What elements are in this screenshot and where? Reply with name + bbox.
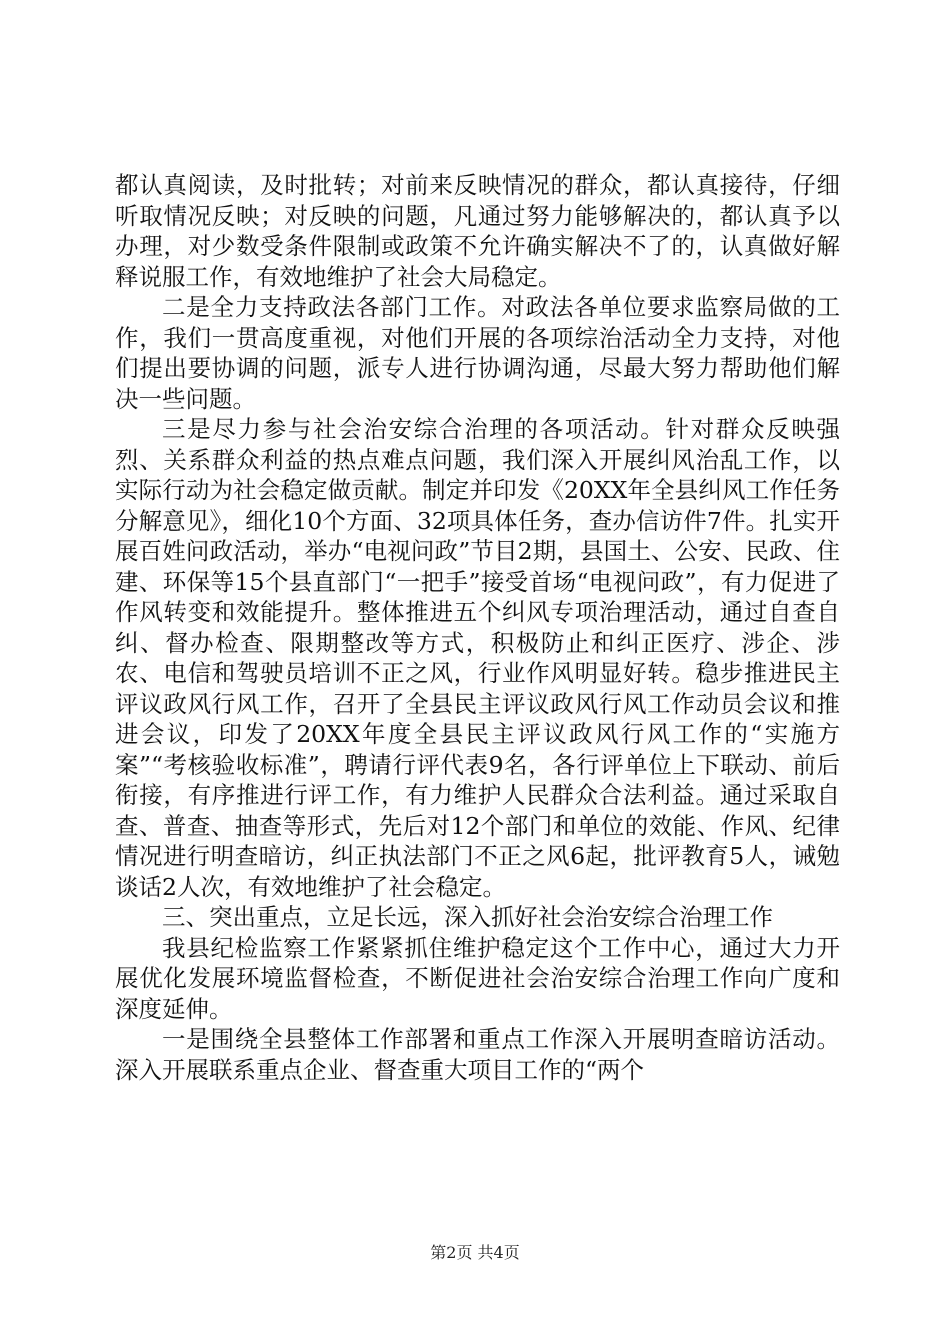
paragraph-1: 都认真阅读，及时批转；对前来反映情况的群众，都认真接待，仔细听取情况反映；对反映的问题，凡通过努力能够解决的，都认真予以办理，对少数受条件限制或政策不允许确实解决不了的，认真做好解释说服工作，有效地维护了社会大局稳定。 (115, 171, 840, 291)
paragraph-2: 二是全力支持政法各部门工作。对政法各单位要求监察局做的工作，我们一贯高度重视，对他们开展的各项综治活动全力支持，对他们提出要协调的问题，派专人进行协调沟通，尽最大努力帮助他们解决一些问题。 (115, 293, 840, 413)
document-body (115, 170, 840, 1085)
paragraph-3: 三是尽力参与社会治安综合治理的各项活动。针对群众反映强烈、关系群众利益的热点难点问题，我们深入开展纠风治乱工作，以实际行动为社会稳定做贡献。制定并印发《20XX年全县纠风工作任务分解意见》，细化10个方面、32项具体任务，查办信访件7件。扎实开展百姓问政活动，举办“电视问政”节目2期，县国土、公安、民政、住建、环保等15个县直部门“一把手”接受首场“电视问政”，有力促进了作风转变和效能提升。整体推进五个纠风专项治理活动，通过自查自纠、督办检查、限期整改等方式，积极防止和纠正医疗、涉企、涉农、电信和驾驶员培训不正之风，行业作风明显好转。稳步推进民主评议政风行风工作，召开了全县民主评议政风行风工作动员会议和推进会议，印发了20XX年度全县民主评议政风行风工作的“实施方案”“考核验收标准”，聘请行评代表9名，各行评单位上下联动、前后衔接，有序推进行评工作，有力维护人民群众合法利益。通过采取自查、普查、抽查等形式，先后对12个部门和单位的效能、作风、纪律情况进行明查暗访，纠正执法部门不正之风6起，批评教育5人，诫勉谈话2人次，有效地维护了社会稳定。 (115, 415, 840, 901)
paragraph-4: 我县纪检监察工作紧紧抓住维护稳定这个工作中心，通过大力开展优化发展环境监督检查，不断促进社会治安综合治理工作向广度和深度延伸。 (115, 933, 840, 1023)
section-heading: 三、突出重点，立足长远，深入抓好社会治安综合治理工作 (162, 903, 773, 931)
paragraph-5: 一是围绕全县整体工作部署和重点工作深入开展明查暗访活动。深入开展联系重点企业、督查重大项目工作的“两个 (115, 1025, 840, 1084)
page-number-footer: 第2页 共4页 (430, 1243, 520, 1262)
